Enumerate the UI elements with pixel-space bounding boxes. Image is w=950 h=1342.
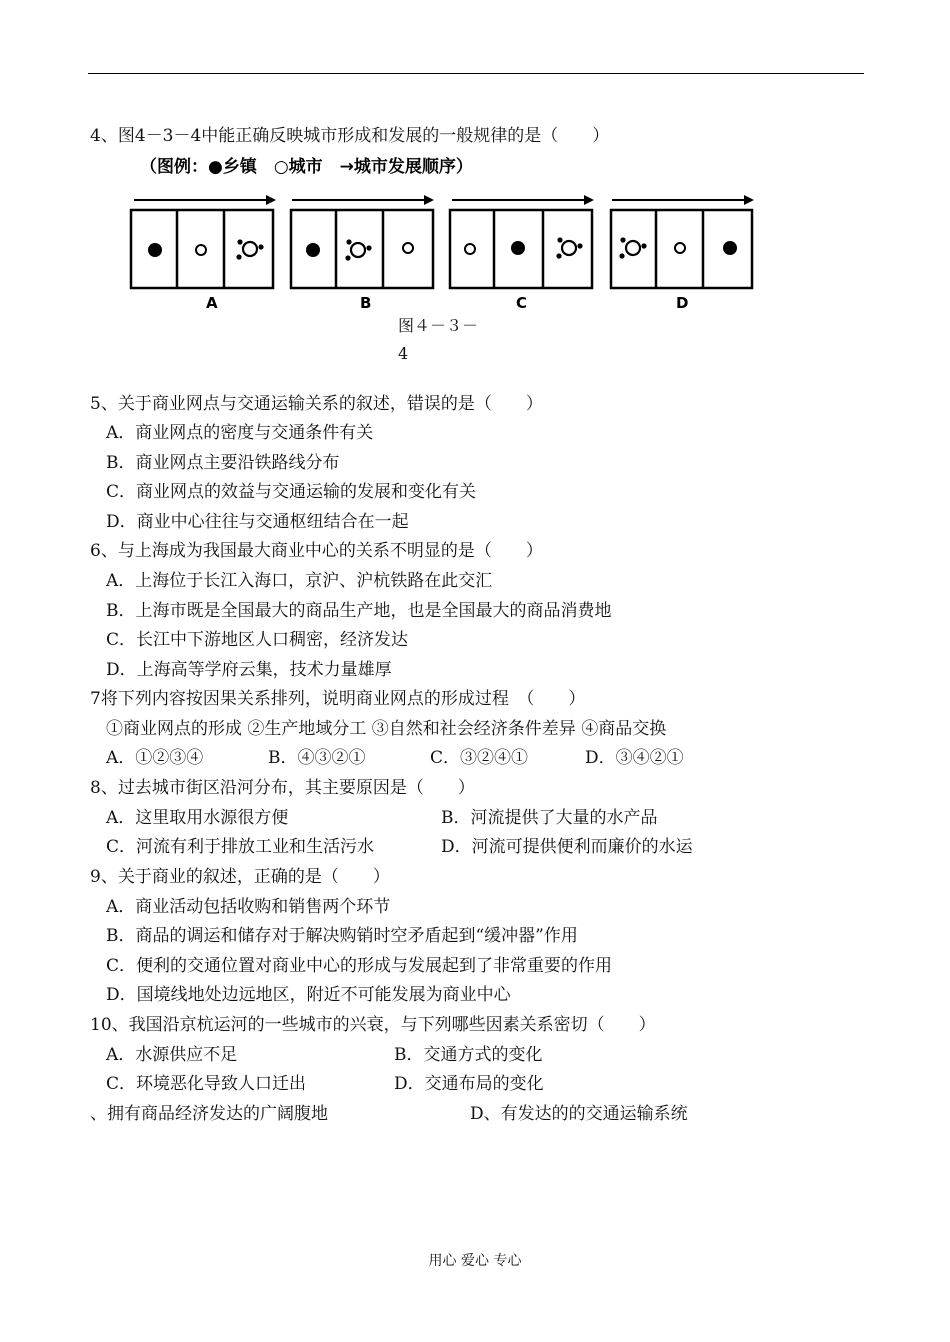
city-with-towns-icon [236, 239, 263, 259]
extra-option-right: D、有发达的的交通运输系统 [470, 1104, 688, 1124]
panel-label-a: A [206, 294, 218, 312]
city-with-towns-icon [619, 237, 646, 258]
figure-caption: 图４－３－ [398, 316, 479, 335]
city-circle-icon [465, 244, 475, 254]
extra-option-left: 、拥有商品经济发达的广阔腹地 [90, 1104, 328, 1124]
q10-option-d: D．交通布局的变化 [394, 1074, 544, 1094]
panel-label-d: D [676, 294, 689, 312]
q5-option-c: C．商业网点的效益与交通运输的发展和变化有关 [106, 482, 477, 502]
header-rule [88, 73, 864, 74]
figure-legend: （图例：●乡镇 ○城市 →城市发展顺序） [140, 157, 473, 177]
panel-c [450, 195, 594, 312]
panel-a [131, 195, 276, 312]
q7-option-a: A．①②③④ [106, 748, 204, 768]
q10-option-c: C．环境恶化导致人口迁出 [106, 1074, 307, 1094]
arrow-icon [584, 195, 594, 205]
panel-label-b: B [360, 294, 372, 312]
q10-option-b: B．交通方式的变化 [394, 1045, 543, 1065]
town-dot-icon [148, 243, 162, 257]
town-dot-icon [511, 241, 525, 255]
q7-option-d: D．③④②① [585, 748, 684, 768]
q6-option-b: B．上海市既是全国最大的商品生产地，也是全国最大的商品消费地 [106, 601, 612, 621]
panel-d [611, 195, 754, 312]
q5-option-d: D．商业中心往往与交通枢纽结合在一起 [106, 512, 409, 532]
q7-option-c: C．③②④① [430, 748, 529, 768]
q9-option-b: B．商品的调运和储存对于解决购销时空矛盾起到“缓冲器”作用 [106, 926, 578, 946]
q10-stem: 10、我国沿京杭运河的一些城市的兴衰，与下列哪些因素关系密切（ ） [90, 1015, 656, 1035]
page-footer: 用心 爱心 专心 [428, 1253, 522, 1269]
panel-label-c: C [516, 294, 528, 312]
arrow-icon [744, 195, 754, 205]
q8-option-b: B．河流提供了大量的水产品 [441, 808, 658, 828]
q6-stem: 6、与上海成为我国最大商业中心的关系不明显的是（ ） [90, 541, 543, 561]
q8-option-d: D．河流可提供便利而廉价的水运 [441, 837, 693, 857]
q9-option-c: C．便利的交通位置对商业中心的形成与发展起到了非常重要的作用 [106, 956, 613, 976]
q10-option-a: A．水源供应不足 [106, 1045, 238, 1065]
q6-option-d: D．上海高等学府云集，技术力量雄厚 [106, 660, 392, 680]
town-dot-icon [723, 241, 737, 255]
q9-stem: 9、关于商业的叙述，正确的是（ ） [90, 867, 390, 887]
q4-stem: 4、图4－3－4中能正确反映城市形成和发展的一般规律的是（ ） [90, 126, 610, 146]
arrow-icon [424, 195, 434, 205]
q8-stem: 8、过去城市街区沿河分布，其主要原因是（ ） [90, 778, 475, 798]
q9-option-d: D．国境线地处边远地区，附近不可能发展为商业中心 [106, 985, 511, 1005]
q8-option-c: C．河流有利于排放工业和生活污水 [106, 837, 375, 857]
q6-option-c: C．长江中下游地区人口稠密，经济发达 [106, 630, 409, 650]
q5-stem: 5、关于商业网点与交通运输关系的叙述，错误的是（ ） [90, 394, 543, 414]
panel-b [291, 195, 434, 312]
q6-option-a: A．上海位于长江入海口，京沪、沪杭铁路在此交汇 [106, 571, 493, 591]
city-circle-icon [675, 243, 685, 253]
city-with-towns-icon [345, 239, 371, 260]
city-circle-icon [196, 245, 206, 255]
figure-caption-number: 4 [398, 344, 409, 363]
city-circle-icon [403, 243, 413, 253]
arrow-icon [266, 195, 276, 205]
q7-stem: 7将下列内容按因果关系排列，说明商业网点的形成过程 （ ） [90, 689, 586, 709]
q7-option-b: B．④③②① [268, 748, 366, 768]
city-with-towns-icon [556, 237, 582, 258]
q5-option-a: A．商业网点的密度与交通条件有关 [106, 423, 374, 443]
q8-option-a: A．这里取用水源很方便 [106, 808, 289, 828]
q9-option-a: A．商业活动包括收购和销售两个环节 [106, 897, 391, 917]
q5-option-b: B．商业网点主要沿铁路线分布 [106, 453, 340, 473]
q4-figure [118, 150, 768, 320]
q7-items: ①商业网点的形成 ②生产地域分工 ③自然和社会经济条件差异 ④商品交换 [106, 719, 667, 739]
town-dot-icon [306, 243, 320, 257]
